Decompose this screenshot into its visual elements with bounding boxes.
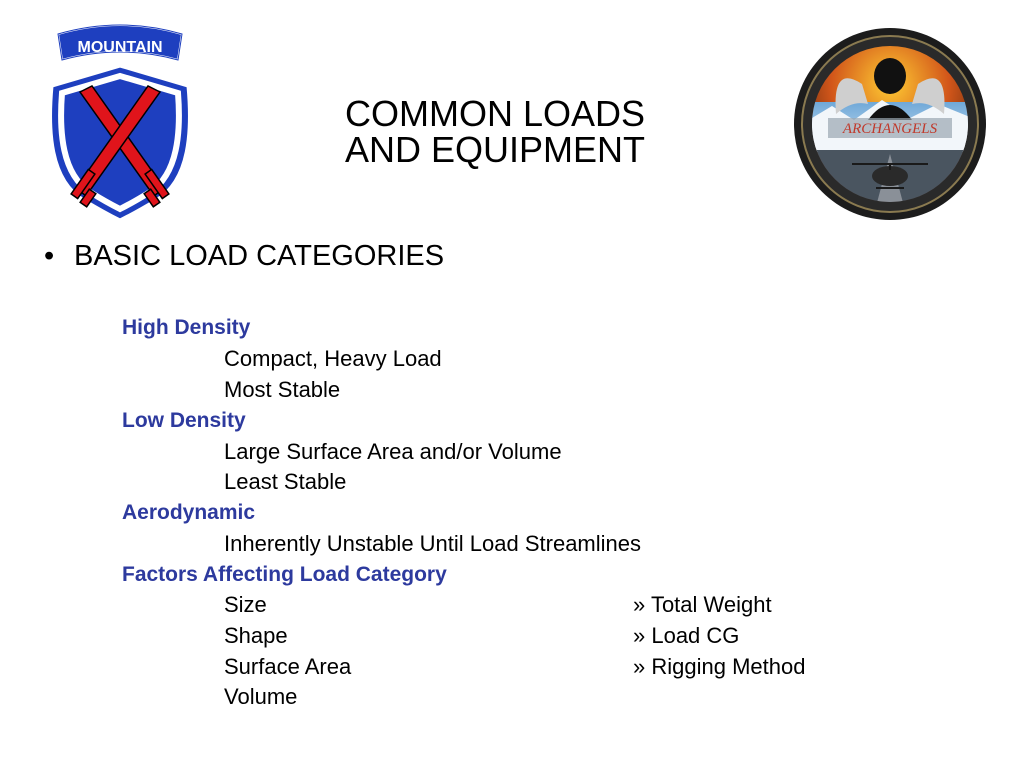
list-item: Large Surface Area and/or Volume bbox=[224, 439, 562, 464]
factor-item-right: » Rigging Method bbox=[633, 654, 806, 679]
category-high-density: High Density bbox=[122, 316, 251, 339]
bullet-heading bbox=[44, 239, 444, 273]
category-factors: Factors Affecting Load Category bbox=[122, 563, 447, 586]
bullet-dot: • bbox=[44, 240, 55, 272]
category-low-density: Low Density bbox=[122, 409, 246, 432]
list-item: Least Stable bbox=[224, 469, 347, 494]
factor-item: Volume bbox=[224, 684, 298, 709]
archangels-banner-text: ARCHANGELS bbox=[842, 121, 938, 137]
bullet-heading-text: BASIC LOAD CATEGORIES bbox=[74, 240, 445, 272]
factor-item: Surface Area bbox=[224, 654, 352, 679]
mountain-division-patch bbox=[40, 20, 200, 225]
slide-title-line-1: COMMON LOADS bbox=[344, 93, 646, 134]
factor-item: Shape bbox=[224, 623, 288, 648]
archangels-unit-seal bbox=[792, 24, 988, 224]
list-item: Inherently Unstable Until Load Streamlines bbox=[224, 531, 642, 556]
list-item: Compact, Heavy Load bbox=[224, 346, 442, 371]
category-aerodynamic: Aerodynamic bbox=[122, 501, 256, 524]
slide-title bbox=[300, 93, 690, 170]
mountain-tab-text: MOUNTAIN bbox=[77, 39, 163, 56]
factor-item-right: » Load CG bbox=[633, 623, 740, 648]
factor-item-right: » Total Weight bbox=[633, 592, 772, 617]
list-item: Most Stable bbox=[224, 377, 341, 402]
slide-title-line-2: AND EQUIPMENT bbox=[344, 129, 646, 170]
factor-item: Size bbox=[224, 592, 267, 617]
